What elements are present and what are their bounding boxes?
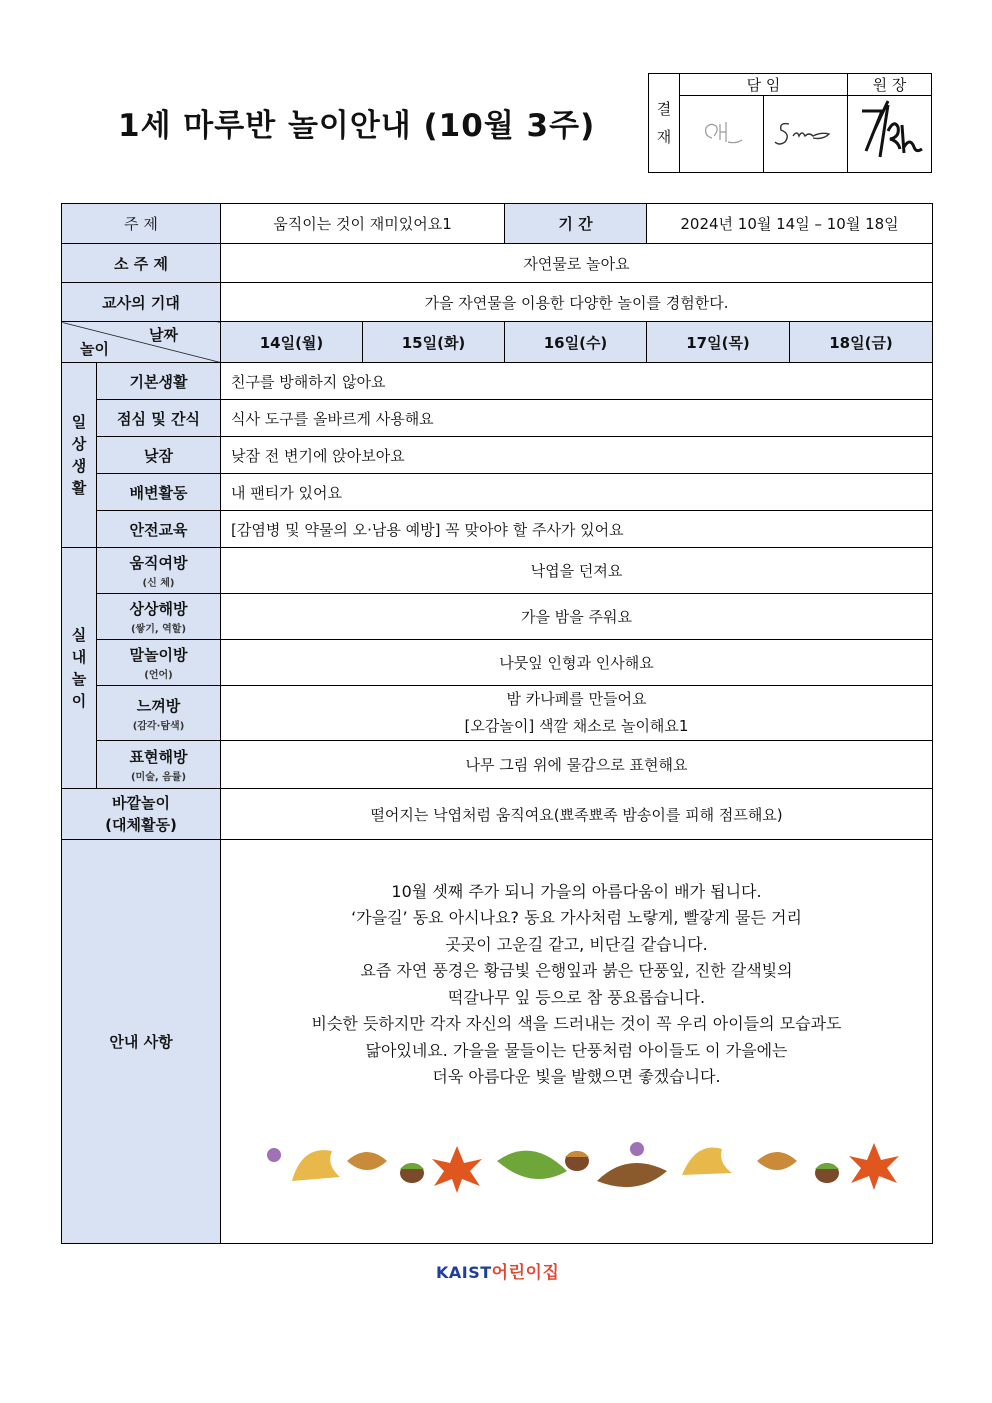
page-title: 1세 마루반 놀이안내 (10월 3주) — [118, 108, 596, 144]
approval-box — [648, 73, 932, 173]
daily-row-name: 기본생활 — [97, 363, 221, 400]
indoor-row-value: 나무 그림 위에 물감으로 표현해요 — [221, 741, 933, 789]
daily-row-value: 친구를 방해하지 않아요 — [221, 363, 933, 400]
day-header: 14일(월) — [221, 322, 363, 363]
indoor-row-value: 나뭇잎 인형과 인사해요 — [221, 640, 933, 686]
indoor-row-value: 가을 밤을 주워요 — [221, 594, 933, 640]
indoor-row-name: 표현해방 (미술, 음률) — [97, 741, 221, 789]
indoor-row-name: 움직여방 (신 체) — [97, 548, 221, 594]
indoor-play-label: 실 내 놀 이 — [62, 548, 97, 789]
expectation-value: 가을 자연물을 이용한 다양한 놀이를 경험한다. — [221, 283, 933, 322]
period-label: 기 간 — [505, 204, 647, 244]
signature-image — [692, 112, 752, 152]
outdoor-value: 떨어지는 낙엽처럼 움직여요(뾰족뾰족 밤송이를 피해 점프해요) — [221, 789, 933, 840]
play-plan-table — [61, 203, 933, 1244]
outdoor-label: 바깥놀이 (대체활동) — [62, 789, 221, 840]
indoor-row-name: 말놀이방 (언어) — [97, 640, 221, 686]
notice-text: 10월 셋째 주가 되니 가을의 아름다움이 배가 됩니다. ‘가을길’ 동요 아시나요? 동요 가사처럼 노랗게, 빨갛게 물든 거리 곳곳이 고운길 같고, 비단길 같습니다. 요즘 자연 풍경은 황금빛 은행잎과 붉은 단풍잎, 진한 갈색빛의 떡갈나무 잎 등으로 참 풍요롭습니다. 비슷한 듯하지만 각자 자신의 색을 드러내는 것이 꼭 우리 아이들의 모습과도 닮아있네요. 가을을 물들이는 단풍처럼 아이들도 이 가을에는 더욱 아름다운 빛을 발했으면 좋겠습니다. — [311, 881, 842, 1086]
theme-label: 주 제 — [62, 204, 221, 244]
day-header: 18일(금) — [790, 322, 933, 363]
indoor-row-value: 밤 카나페를 만들어요 [오감놀이] 색깔 채소로 놀이해요1 — [221, 686, 933, 741]
day-header: 15일(화) — [363, 322, 505, 363]
notice-content — [221, 840, 933, 1244]
signature-image — [771, 112, 841, 152]
day-header: 16일(수) — [505, 322, 647, 363]
theme-value: 움직이는 것이 재미있어요1 — [221, 204, 505, 244]
notice-label: 안내 사항 — [62, 840, 221, 1244]
subtheme-label: 소 주 제 — [62, 244, 221, 283]
daily-row-value: 내 팬티가 있어요 — [221, 474, 933, 511]
teacher-signature-1 — [680, 96, 764, 173]
daily-life-label: 일 상 생 활 — [62, 363, 97, 548]
teacher-signature-2 — [764, 96, 848, 173]
approval-label: 결 재 — [649, 74, 680, 173]
indoor-row-name: 상상해방 (쌓기, 역할) — [97, 594, 221, 640]
daily-row-name: 낮잠 — [97, 437, 221, 474]
autumn-leaves-decoration — [252, 1131, 902, 1201]
director-signature — [848, 96, 932, 173]
daily-row-name: 안전교육 — [97, 511, 221, 548]
daily-row-value: [감염병 및 약물의 오·남용 예방] 꼭 맞아야 할 주사가 있어요 — [221, 511, 933, 548]
period-value: 2024년 10월 14일 – 10월 18일 — [647, 204, 933, 244]
indoor-row-name: 느껴방 (감각·탐색) — [97, 686, 221, 741]
expectation-label: 교사의 기대 — [62, 283, 221, 322]
subtheme-value: 자연물로 놀아요 — [221, 244, 933, 283]
play-label: 놀이 — [80, 340, 109, 358]
day-header: 17일(목) — [647, 322, 790, 363]
teacher-header: 담 임 — [680, 74, 848, 96]
kaist-kindergarten-logo: KAIST어린이집 — [436, 1263, 560, 1283]
daily-row-name: 점심 및 간식 — [97, 400, 221, 437]
daily-row-value: 낮잠 전 변기에 앉아보아요 — [221, 437, 933, 474]
daily-row-value: 식사 도구를 올바르게 사용해요 — [221, 400, 933, 437]
date-play-header — [62, 322, 221, 363]
date-label: 날짜 — [149, 326, 178, 344]
indoor-row-value: 낙엽을 던져요 — [221, 548, 933, 594]
daily-row-name: 배변활동 — [97, 474, 221, 511]
signature-image — [850, 97, 930, 167]
director-header: 원 장 — [848, 74, 932, 96]
